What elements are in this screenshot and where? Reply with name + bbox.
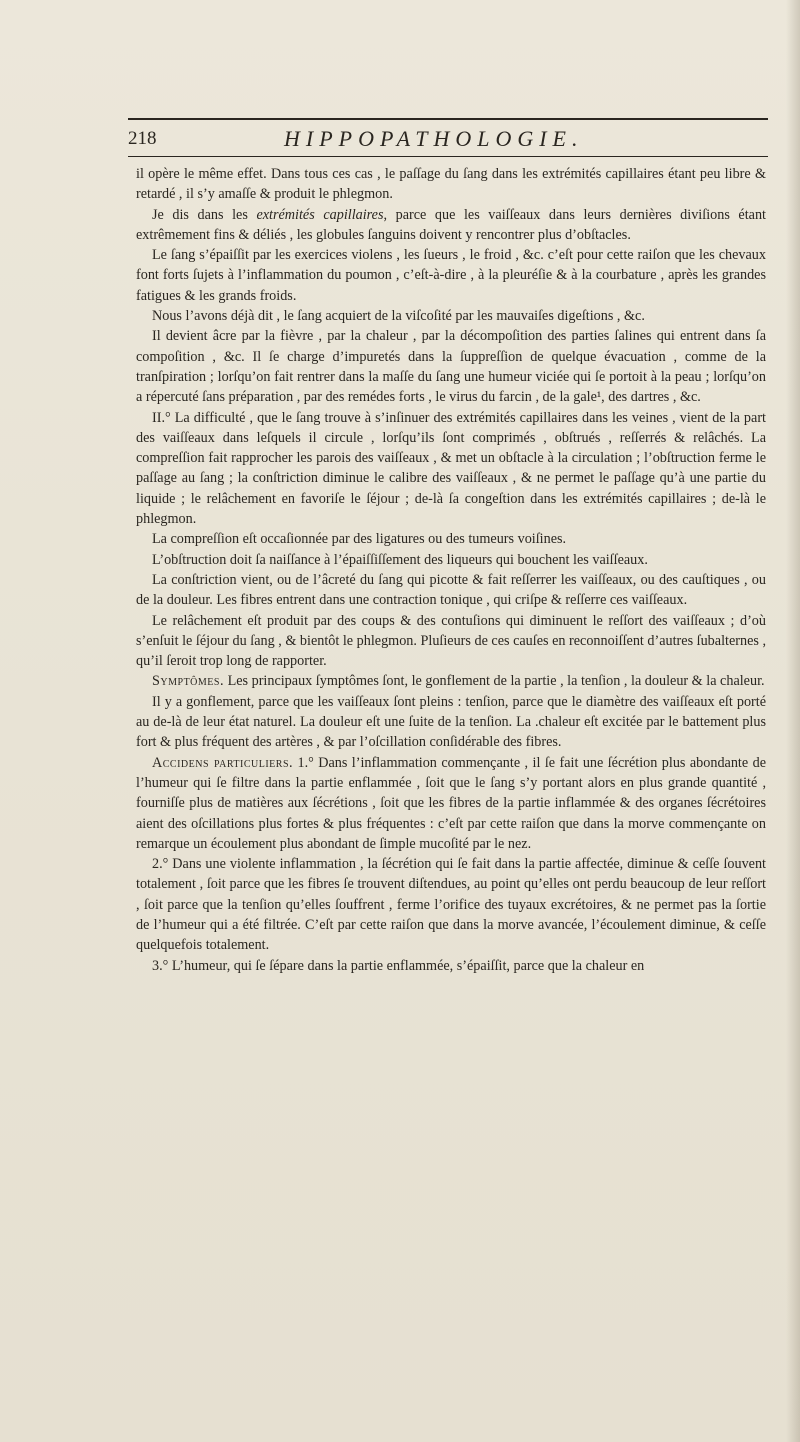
page-number: 218 — [128, 128, 157, 149]
page-edge-shadow — [786, 0, 800, 1442]
paragraph: II.° La difficulté , que le ſang trouve à s’inſinuer des extrémités capillaires dans les veines , vient de la part des vaiſſeaux dans leſquels il circule , lorſqu’ils ſont comprimés , obſtrués , reſſerrés & relâchés. La compreſſion fait rapprocher les parois des vaiſſeaux , & met un obſtacle à la circulation ; l’obſtruction ferme le paſſage au ſang ; la conſtriction diminue le calibre des vaiſſeaux , & ne permet le paſſage qu’à une partie du liquide ; le relâchement en favoriſe le ſéjour ; de-là ſa congeſtion dans les extrémités capillaires ; de-là le phlegmon. — [136, 409, 766, 528]
section-heading: Symptômes. — [152, 673, 225, 690]
section-heading: Accidens particuliers. — [152, 754, 294, 771]
paragraph: 2.° Dans une violente inflammation , la ſécrétion qui ſe fait dans la partie affectée, diminue & ceſſe ſouvent totalement , ſoit parce que les fibres ſe trouvent diſtendues, au point qu’elles ont perdu beaucoup de leur reſſort , ſoit parce que la tenſion qu’elles ſouffrent , ferme l’orifice des tuyaux excrétoires, & ne permet pas la ſortie de l’humeur qui a été filtrée. C’eſt par cette raiſon que dans la morve avancée, l’écoulement diminue, & ceſſe quelquefois totalement. — [136, 856, 766, 954]
paragraph: Le relâchement eſt produit par des coups & des contuſions qui diminuent le reſſort des vaiſſeaux ; d’où s’enſuit le ſéjour du ſang , & bientôt le phlegmon. Pluſieurs de ces cauſes en reconnoiſſent d’autres ſubalternes , qu’il ſeroit trop long de rapporter. — [136, 612, 766, 670]
header-rule — [128, 156, 768, 157]
paragraph: L’obſtruction doit ſa naiſſance à l’épaiſſiſſement des liqueurs qui bouchent les vaiſſeaux. — [152, 551, 648, 568]
paragraph: Symptômes. Les principaux ſymptômes ſont, le gonflement de la partie , la tenſion , la douleur & la chaleur. — [152, 673, 765, 690]
paragraph: il opère le même effet. Dans tous ces cas , le paſſage du ſang dans les extrémités capillaires étant peu libre & retardé , il s’y amaſſe & produit le phlegmon. — [136, 166, 766, 203]
paragraph: Il y a gonflement, parce que les vaiſſeaux ſont pleins : tenſion, parce que le diamètre des vaiſſeaux eſt porté au de-là de leur état naturel. La douleur eſt une ſuite de la tenſion. La .chaleur eſt excitée par le battement plus fort & plus fréquent des artères , & par l’oſcillation conſidérable des fibres. — [136, 693, 766, 751]
paragraph: Le ſang s’épaiſſit par les exercices violens , les ſueurs , le froid , &c. c’eſt pour cette raiſon que les chevaux font forts ſujets à l’inflammation du poumon , c’eſt-à-dire , à la pleuréſie & à la courbature , après les grandes fatigues & les grands froids. — [136, 247, 766, 304]
emphasis: extrémités capillaires — [256, 206, 384, 223]
page-header — [128, 122, 778, 156]
paragraph: 3.° L’humeur, qui ſe ſépare dans la partie enflammée, s’épaiſſit, parce que la chaleur en — [152, 957, 645, 974]
paragraph: La conſtriction vient, ou de l’âcreté du ſang qui picotte & fait reſſerrer les vaiſſeaux, ou des cauſtiques , ou de la douleur. Les fibres entrent dans une contraction tonique , qui criſpe & reſſerre ces vaiſſeaux. — [136, 571, 766, 609]
running-head: HIPPOPATHOLOGIE. — [284, 126, 584, 151]
paragraph: Nous l’avons déjà dit , le ſang acquiert de la viſcoſité par les mauvaiſes digeſtions , &c. — [152, 308, 645, 325]
paragraph: Il devient âcre par la fièvre , par la chaleur , par la décompoſition des parties ſalines qui entrent dans ſa compoſition , &c. Il ſe charge d’impuretés dans la ſuppreſſion de quelque évacuation , comme de la tranſpiration ; lorſqu’on fait rentrer dans la maſſe du ſang une humeur viciée qui ſe portoit à la peau ; lorſqu’on a répercuté ſans préparation , par des remédes forts , le virus du farcin , de la gale¹, des dartres , &c. — [136, 328, 766, 406]
top-rule — [128, 118, 768, 120]
paragraph: Accidens particuliers. 1.° Dans l’inflammation commençante , il ſe fait une ſécrétion plus abondante de l’humeur qui ſe filtre dans la partie enflammée , ſoit que le ſang s’y portant alors en plus grande quantité , fourniſſe plus de matières aux ſécrétions , ſoit que les fibres de la partie inflammée & des organes ſécrétoires aient des oſcillations plus fortes & plus fréquentes : c’eſt par cette raiſon que dans la morve commençante on remarque un écoulement plus abondant de ſimple mucoſité par le nez. — [136, 754, 766, 852]
paragraph: Je dis dans les extrémités capillaires, parce que les vaiſſeaux dans leurs dernières diviſions étant extrêmement fins & déliés , les globules ſanguins doivent y rencontrer plus d’obſtacles. — [136, 206, 766, 243]
body-text — [136, 164, 766, 976]
paragraph: La compreſſion eſt occaſionnée par des ligatures ou des tumeurs voiſines. — [152, 531, 567, 548]
